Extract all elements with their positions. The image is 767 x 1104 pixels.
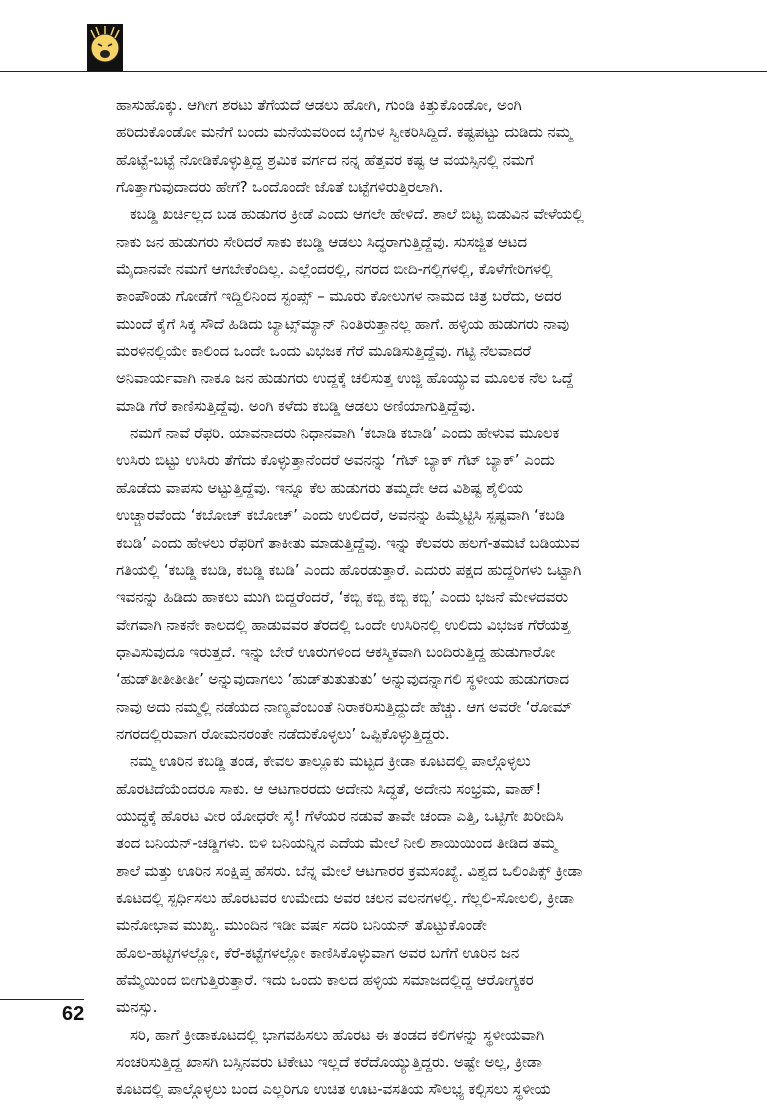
text-line: ಇವನನ್ನು ಹಿಡಿದು ಹಾಕಲು ಮುಗಿ ಬಿದ್ದರೆಂದರೆ, ‘ಕಬ್ಬಿ ಕಬ್ಬಿ ಕಬ್ಬಿ ಕಬ್ಬಿ’ ಎಂದು ಭಜನೆ ಮೇಳದವರು [116,588,568,607]
text-line: ಧಾವಿಸುವುದೂ ಇರುತ್ತದೆ. ಇನ್ನು ಬೇರೆ ಊರುಗಳಿಂದ ಆಕಸ್ಮಿಕವಾಗಿ ಬಂದಿರುತ್ತಿದ್ದ ಹುಡುಗಾರೋ [116,642,556,661]
shouting-face-icon [87,24,123,71]
text-line: ಯುದ್ಧಕ್ಕೆ ಹೊರಟ ವೀರ ಯೋಧರೇ ಸೈ! ಗೆಳೆಯರ ನಡುವೆ ತಾವೇ ಚಂದಾ ಎತ್ತಿ, ಒಟ್ಟಿಗೇ ಖರೀದಿಸಿ [116,806,564,825]
text-line: ನಾವು ಅದು ನಮ್ಮಲ್ಲಿ ನಡೆಯದ ನಾಣ್ಯವೆಂಬಂತೆ ನಿರಾಕರಿಸುತ್ತಿದ್ದುದೇ ಹೆಚ್ಚು. ಆಗ ಅವರೇ ‘ರೋಮ್ [116,697,572,716]
text-line: ನಗರದಲ್ಲಿರುವಾಗ ರೋಮನರಂತೇ ನಡೆದುಕೊಳ್ಳಲು’ ಒಪ್ಪಿಕೊಳ್ಳುತ್ತಿದ್ದರು. [116,724,450,743]
text-line: ಉಚ್ಚಾರವೆಂದು ‘ಕಬೋಚ್ ಕಬೋಚ್’ ಎಂದು ಉಲಿದರೆ, ಅವನನ್ನು ಹಿಮ್ಮೆಟ್ಟಿಸಿ ಸ್ಪಷ್ಟವಾಗಿ ‘ಕಬಡಿ [116,506,565,525]
text-line: ವೇಗವಾಗಿ ನಾಕನೇ ಕಾಲದಲ್ಲಿ ಹಾಡುವವರ ತೆರದಲ್ಲಿ ಒಂದೇ ಉಸಿರಿನಲ್ಲಿ ಉಲಿದು ವಿಭಜಕ ಗೆರೆಯತ್ತ [116,615,570,634]
paragraph [116,92,656,201]
text-line: ಕಾಂಪೌಂಡು ಗೋಡೆಗೆ ಇದ್ದಿಲಿನಿಂದ ಸ್ಟಂಪ್ಸ್ – ಮೂರು ಕೋಲುಗಳ ನಾಮದ ಚಿತ್ರ ಬರೆದು, ಅದರ [116,287,562,306]
paragraph [116,201,656,420]
text-line: ಹೆಮ್ಮೆಯಿಂದ ಬೀಗುತ್ತಿರುತ್ತಾರೆ. ಇದು ಒಂದು ಕಾಲದ ಹಳ್ಳಿಯ ಸಮಾಜದಲ್ಲಿದ್ದ ಆರೋಗ್ಯಕರ [116,971,534,989]
text-line: ಹಾಸುಹೊಕ್ಕು. ಆಗೀಗ ಶರಟು ತೆಗೆಯದೆ ಆಡಲು ಹೋಗಿ, ಗುಂಡಿ ಕಿತ್ತುಕೊಂಡೋ, ಅಂಗಿ [116,96,522,114]
text-line: ಮೈದಾನವೇ ನಮಗೆ ಆಗಬೇಕೆಂದಿಲ್ಲ. ಎಲ್ಲೆಂದರಲ್ಲಿ, ನಗರದ ಬೀದಿ-ಗಲ್ಲಿಗಳಲ್ಲಿ, ಕೊಳೆಗೇರಿಗಳಲ್ಲಿ [116,260,553,279]
article-body [116,92,656,1104]
paragraph [116,420,656,748]
paragraph [116,1022,656,1104]
text-line: ನಮಗೆ ನಾವೆ ರೆಫರಿ. ಯಾವನಾದರು ನಿಧಾನವಾಗಿ ‘ಕಬಾಡಿ ಕಬಾಡಿ’ ಎಂದು ಹೇಳುವ ಮೂಲಕ [130,424,560,443]
text-line: ಹೊಡೆದು ವಾಪಸು ಅಟ್ಟುತ್ತಿದ್ದೆವು. ಇನ್ನೂ ಕೆಲ ಹುಡುಗರು ತಮ್ಮದೇ ಆದ ವಿಶಿಷ್ಟ ಶೈಲಿಯ [116,478,524,497]
text-line: ಕಬಡಿ’ ಎಂದು ಹೇಳಲು ರೆಫರಿಗೆ ತಾಕೀತು ಮಾಡುತ್ತಿದ್ದೆವು. ಇನ್ನು ಕೆಲವರು ಹಲಗೆ-ತಮಟೆ ಬಡಿಯುವ [116,533,580,552]
page-number: 62 [62,1003,85,1025]
header-rule [0,71,767,72]
text-line: ಗೊತ್ತಾಗುವುದಾದರು ಹೇಗೆ? ಒಂದೊಂದೇ ಜೊತೆ ಬಟ್ಟೆಗಳಿರುತ್ತಿರಲಾಗಿ. [116,178,444,197]
text-line: ಮನೋಭಾವ ಮುಖ್ಯ. ಮುಂದಿನ ಇಡೀ ವರ್ಷ ಸದರಿ ಬನಿಯನ್ ತೊಟ್ಟುಕೊಂಡೇ [116,916,487,935]
text-line: ಹರಿದುಕೊಂಡೋ ಮನೆಗೆ ಬಂದು ಮನೆಯವರಿಂದ ಬೈಗುಳ ಸ್ವೀಕರಿಸಿದ್ದಿದೆ. ಕಷ್ಟಪಟ್ಟು ದುಡಿದು ನಮ್ಮ [116,123,572,142]
text-line: ‘ಹುಡ್‌ತೀತೀತೀತೀ’ ಅನ್ನುವುದಾಗಲು ‘ಹುಡ್‌ತುತುತುತು’ ಅನ್ನುವುದನ್ನಾಗಲಿ ಸ್ಥಳೀಯ ಹುಡುಗರಾದ [116,670,569,689]
text-line: ಕೂಟದಲ್ಲಿ ಪಾಲ್ಗೊಳ್ಳಲು ಬಂದ ಎಲ್ಲರಿಗೂ ಉಚಿತ ಊಟ-ವಸತಿಯ ಸೌಲಭ್ಯ ಕಲ್ಪಿಸಲು ಸ್ಥಳೀಯ [116,1080,551,1099]
text-line: ಅನಿವಾರ್ಯವಾಗಿ ನಾಕೂ ಜನ ಹುಡುಗರು ಉದ್ದಕ್ಕೆ ಚಲಿಸುತ್ತ ಉಜ್ಜಿ ಹೊಯ್ಯುವ ಮೂಲಕ ನೆಲ ಒದ್ದೆ [116,369,574,388]
text-line: ಕೂಟದಲ್ಲಿ ಸ್ಪರ್ಧಿಸಲು ಹೊರಟವರ ಉಮೇದು ಅವರ ಚಲನ ವಲನಗಳಲ್ಲಿ. ಗೆಲ್ಲಲಿ-ಸೋಲಲಿ, ಕ್ರೀಡಾ [116,888,574,907]
text-line: ಕಬಡ್ಡಿ ಖರ್ಚಿಲ್ಲದ ಬಡ ಹುಡುಗರ ಕ್ರೀಡೆ ಎಂದು ಆಗಲೇ ಹೇಳಿದೆ. ಶಾಲೆ ಬಿಟ್ಟ ಬಿಡುವಿನ ವೇಳೆಯಲ್ಲಿ [130,205,584,224]
text-line: ಹೊಟ್ಟೆ-ಬಟ್ಟೆ ನೋಡಿಕೊಳ್ಳುತ್ತಿದ್ದ ಶ್ರಮಿಕ ವರ್ಗದ ನನ್ನ ಹೆತ್ತವರ ಕಷ್ಟ ಆ ವಯಸ್ಸಿನಲ್ಲಿ ನಮಗೆ [116,150,534,169]
text-line: ಸಂಚರಿಸುತ್ತಿದ್ದ ಖಾಸಗಿ ಬಸ್ಸಿನವರು ಟಿಕೇಟು ಇಲ್ಲದೆ ಕರೆದೊಯ್ಯುತ್ತಿದ್ದರು. ಅಷ್ಟೇ ಅಲ್ಲ, ಕ್ರೀಡಾ [116,1053,542,1072]
text-line: ನಾಕು ಜನ ಹುಡುಗರು ಸೇರಿದರೆ ಸಾಕು ಕಬಡ್ಡಿ ಆಡಲು ಸಿದ್ಧರಾಗುತ್ತಿದ್ದೆವು. ಸುಸಜ್ಜಿತ ಆಟದ [116,232,527,251]
text-line: ಮರಳಿನಲ್ಲಿಯೇ ಕಾಲಿಂದ ಒಂದೇ ಒಂದು ವಿಭಜಕ ಗೆರೆ ಮೂಡಿಸುತ್ತಿದ್ದೆವು. ಗಟ್ಟಿ ನೆಲವಾದರೆ [116,342,531,361]
paragraph [116,748,656,1021]
text-line: ಗತಿಯಲ್ಲಿ ‘ಕಬಡ್ಡಿ ಕಬಡಿ, ಕಬಡ್ಡಿ ಕಬಡಿ’ ಎಂದು ಹೊರಡುತ್ತಾರೆ. ಎದುರು ಪಕ್ಷದ ಹುದ್ದರಿಗಳು ಒಟ್ಟಾಗಿ [116,560,582,579]
text-line: ಮುಂದೆ ಕೈಗೆ ಸಿಕ್ಕ ಸೌದೆ ಹಿಡಿದು ಬ್ಯಾಟ್ಸ್‌ಮ್ಯಾನ್ ನಿಂತಿರುತ್ತಾನಲ್ಲ ಹಾಗೆ. ಹಳ್ಳಿಯ ಹುಡುಗರು ನಾವು [116,314,569,333]
text-line: ಉಸಿರು ಬಿಟ್ಟು ಉಸಿರು ತೆಗೆದು ಕೊಳ್ಳುತ್ತಾನೆಂದರೆ ಅವನನ್ನು ‘ಗೆಟ್ ಬ್ಯಾಕ್ ಗೆಟ್ ಬ್ಯಾಕ್’ ಎಂದು [116,451,555,470]
text-line: ನಮ್ಮ ಊರಿನ ಕಬಡ್ಡಿ ತಂಡ, ಕೇವಲ ತಾಲ್ಲೂಕು ಮಟ್ಟದ ಕ್ರೀಡಾ ಕೂಟದಲ್ಲಿ ಪಾಲ್ಗೊಳ್ಳಲು [130,752,531,771]
text-line: ಹೊಲ-ಹಟ್ಟಿಗಳಲ್ಲೋ, ಕೆರೆ-ಕಟ್ಟೆಗಳಲ್ಲೋ ಕಾಣಿಸಿಕೊಳ್ಳುವಾಗ ಅವರ ಬಗೆಗೆ ಊರಿನ ಜನ [116,943,520,962]
text-line: ತಂದ ಬನಿಯನ್-ಚಡ್ಡಿಗಳು. ಬಿಳಿ ಬನಿಯನ್ನಿನ ಎದೆಯ ಮೇಲೆ ನೀಲಿ ಶಾಯಿಯಿಂದ ತೀಡಿದ ತಮ್ಮ [116,834,557,853]
text-line: ಮಾಡಿ ಗೆರೆ ಕಾಣಿಸುತ್ತಿದ್ದೆವು. ಅಂಗಿ ಕಳೆದು ಕಬಡ್ಡಿ ಆಡಲು ಅಣಿಯಾಗುತ್ತಿದ್ದೆವು. [116,396,476,415]
text-line: ಮನಸ್ಸು. [116,998,158,1017]
text-line: ಹೊರಟಿದೆಯೆಂದರೂ ಸಾಕು. ಆ ಆಟಗಾರರದು ಅದೇನು ಸಿದ್ಧತೆ, ಅದೇನು ಸಂಭ್ರಮ, ವಾಹ್! [116,779,542,798]
text-line: ಶಾಲೆ ಮತ್ತು ಊರಿನ ಸಂಕ್ಷಿಪ್ತ ಹೆಸರು. ಬೆನ್ನ ಮೇಲೆ ಆಟಗಾರರ ಕ್ರಮಸಂಖ್ಯೆ. ವಿಶ್ವದ ಒಲಿಂಪಿಕ್ಸ್ ಕ್ರೀಡಾ [116,861,583,880]
text-line: ಸರಿ, ಹಾಗೆ ಕ್ರೀಡಾಕೂಟದಲ್ಲಿ ಭಾಗವಹಿಸಲು ಹೊರಟ ಈ ತಂಡದ ಕಲಿಗಳನ್ನು ಸ್ಥಳೀಯವಾಗಿ [130,1025,545,1044]
footer-rule [0,999,84,1000]
